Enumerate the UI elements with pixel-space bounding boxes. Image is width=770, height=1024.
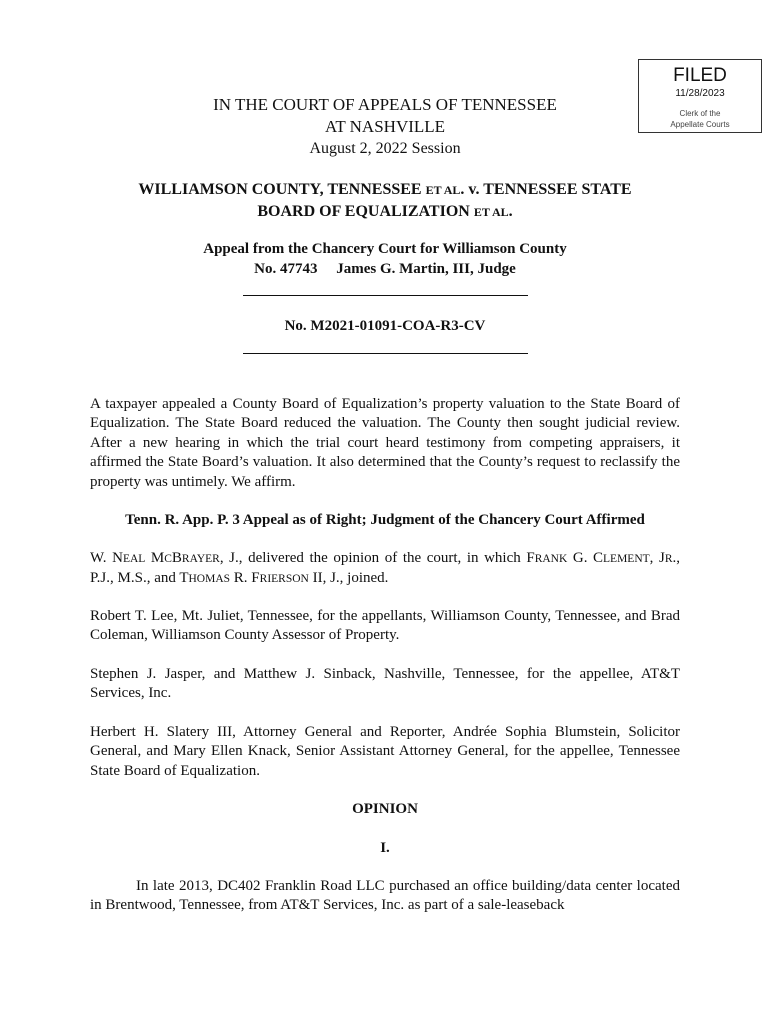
case-caption [0,179,770,223]
auth-a8: RANK [534,553,568,565]
counsel-appellants: Robert T. Lee, Mt. Juliet, Tennessee, for the appellants, Williamson County, Tennessee, and Brad Coleman, Williamson County Assessor of Property. [90,608,680,644]
auth-a14: HOMAS [188,573,231,586]
appeal-line-1: Appeal from the Chancery Court for Williamson County [203,241,567,257]
divider-bottom [243,353,528,354]
counsel-appellee-att: Stephen J. Jasper, and Matthew J. Sinback, Nashville, Tennessee, for the appellee, AT&T Services, Inc. [90,666,680,702]
caption-etal-1: ET AL [425,183,461,197]
auth-a3: M [145,550,165,566]
auth-a5: B [171,550,182,566]
court-location: AT NASHVILLE [324,117,446,136]
auth-a15: R. F [230,570,260,587]
case-summary: A taxpayer appealed a County Board of Equalization’s property valuation to the State Board of Equalization. The State Board reduced the valuation. The County then sought judicial review. After a new hearing in which the trial court heard testimony from competing appraisers, it affirmed the State Board’s valuation. It also determined that the County’s request to reclassify the property was untimely. We affirm. [90,396,680,490]
filed-label: FILED [673,65,727,86]
auth-a9: G. C [567,550,604,566]
caption-etal-2: ET AL [473,205,509,219]
caption-part-2: . v. TENNESSEE STATE [460,181,632,198]
auth-a17: II, J., joined. [308,570,389,587]
auth-a11: , J [649,550,665,566]
appeal-origin [0,239,770,279]
court-name: IN THE COURT OF APPEALS OF TENNESSEE [213,95,557,114]
section-number: I. [380,840,390,856]
disposition: Tenn. R. App. P. 3 Appeal as of Right; Judgment of the Chancery Court Affirmed [125,512,645,528]
opinion-body-paragraph: In late 2013, DC402 Franklin Road LLC purchased an office building/data center located in Brentwood, Tennessee, from AT&T Services, Inc. as part of a sale-leaseback [90,878,680,914]
auth-a7: , J., delivered the opinion of the court, in which F [219,550,535,566]
auth-a4: C [164,553,172,565]
divider-top [243,295,528,296]
auth-a13: ., P.J., M.S., and T [90,550,681,587]
session-date: August 2, 2022 Session [309,140,461,157]
clerk-line-1: Clerk of the [679,109,721,118]
caption-part-1: WILLIAMSON COUNTY, TENNESSEE [138,181,426,198]
docket-number: No. M2021-01091-COA-R3-CV [284,318,486,334]
authoring-judges [90,549,680,590]
auth-a10: LEMENT [603,553,650,565]
opinion-heading: OPINION [352,801,418,817]
appeal-line-2: No. 47743 James G. Martin, III, Judge [254,261,516,277]
filed-date: 11/28/2023 [675,88,725,99]
auth-a1: W. N [90,550,123,566]
auth-a2: EAL [122,553,146,565]
auth-a16: RIERSON [259,573,309,586]
clerk-line-2: Appellate Courts [670,120,730,129]
auth-a6: RAYER [181,553,220,565]
counsel-appellee-state-board: Herbert H. Slatery III, Attorney General and Reporter, Andrée Sophia Blumstein, Solicitor General, and Mary Ellen Knack, Senior Assistant Attorney General, for the appellee, Tennessee State Board of Equalization. [90,724,680,779]
auth-a12: R [664,553,673,565]
caption-part-4: . [508,203,513,220]
caption-part-3: BOARD OF EQUALIZATION [257,203,474,220]
